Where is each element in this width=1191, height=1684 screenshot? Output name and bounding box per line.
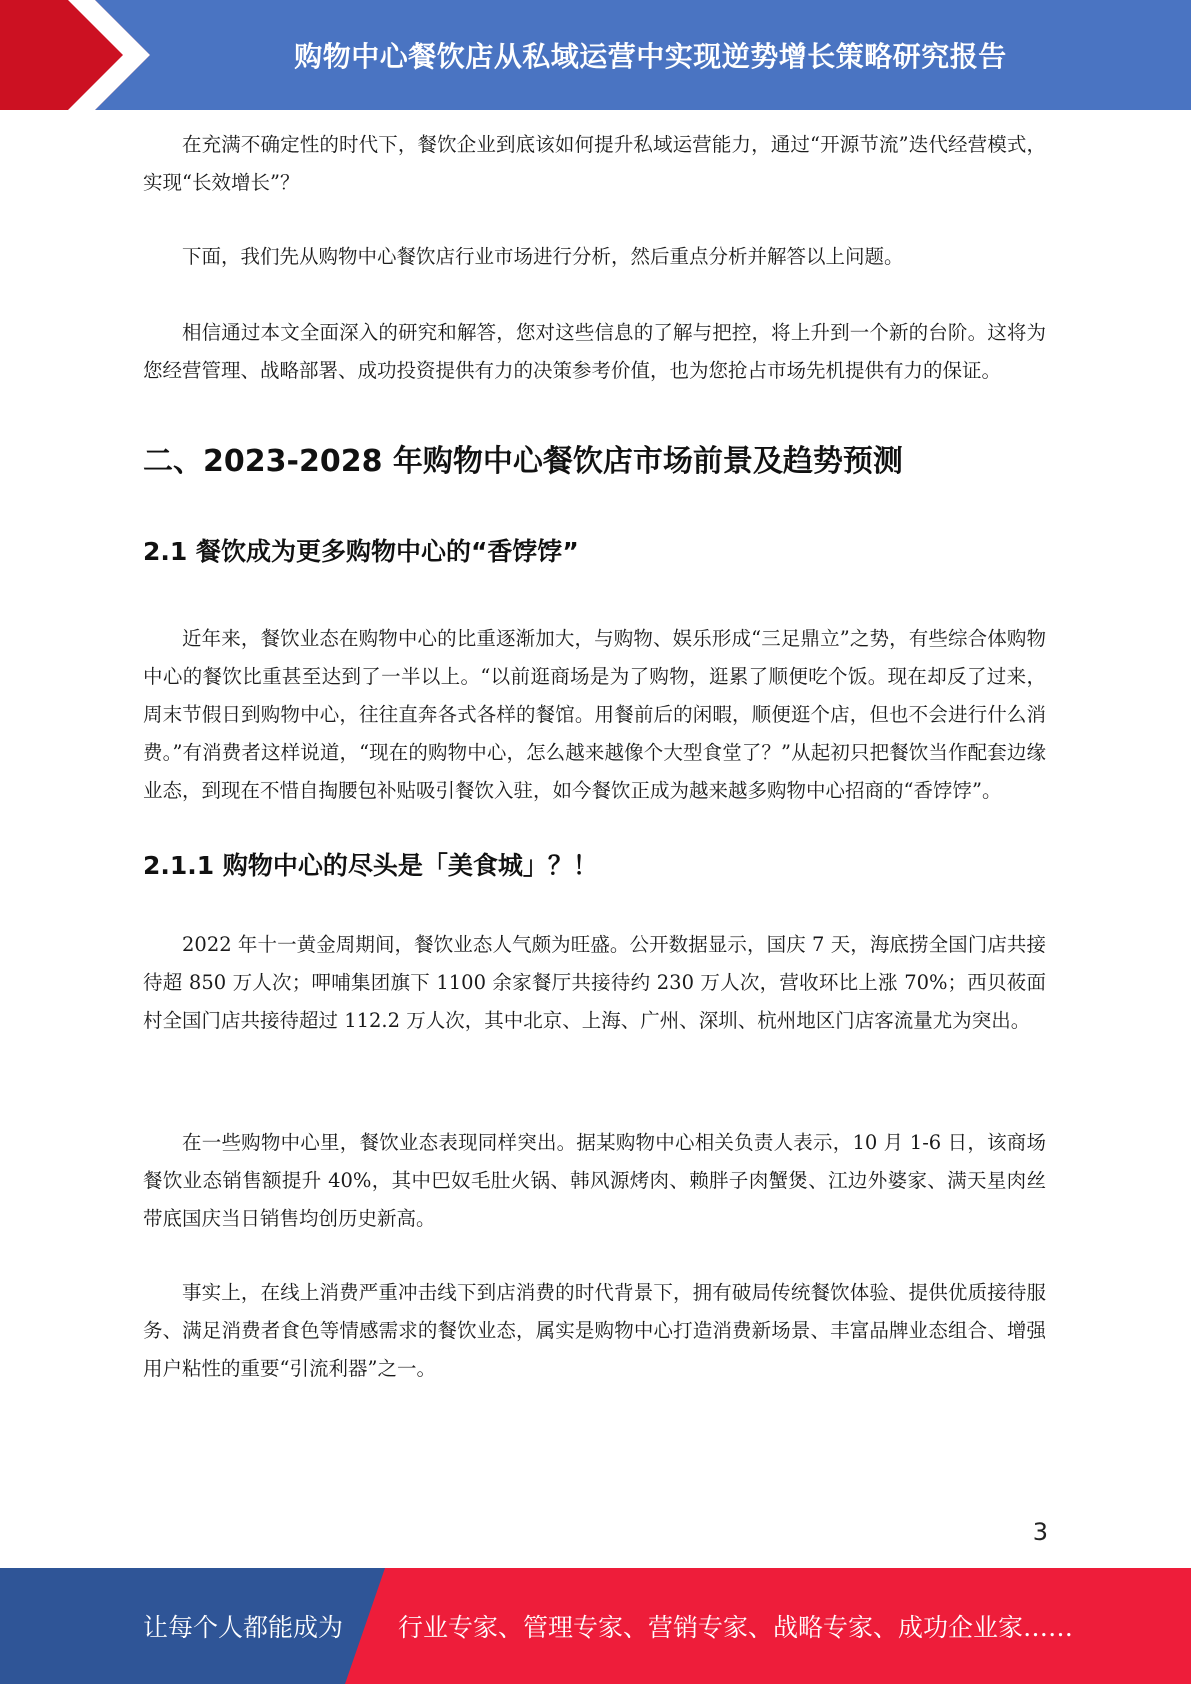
page-footer xyxy=(0,1568,1191,1684)
page-header xyxy=(0,0,1191,110)
intro-paragraph: 在充满不确定性的时代下，餐饮企业到底该如何提升私域运营能力，通过“开源节流”迭代经营模式，实现“长效增长”？ xyxy=(143,133,1046,194)
subsection-heading: 2.1 餐饮成为更多购物中心的“香饽饽” xyxy=(143,537,579,566)
chevron-arrow-icon xyxy=(0,0,160,110)
body-paragraph: 在一些购物中心里，餐饮业态表现同样突出。据某购物中心相关负责人表示，10 月 1-6 日，该商场餐饮业态销售额提升 40%，其中巴奴毛肚火锅、韩风源烤肉、赖胖子肉蟹煲、江边外婆家、满天星肉丝带底国庆当日销售均创历史新高。 xyxy=(143,1131,1046,1230)
intro-paragraph: 相信通过本文全面深入的研究和解答，您对这些信息的了解与把控，将上升到一个新的台阶。这将为您经营管理、战略部署、成功投资提供有力的决策参考价值，也为您抢占市场先机提供有力的保证。 xyxy=(143,321,1046,382)
document-body xyxy=(143,126,1046,1388)
footer-slogan-left: 让每个人都能成为 xyxy=(143,1613,344,1642)
intro-paragraph: 下面，我们先从购物中心餐饮店行业市场进行分析，然后重点分析并解答以上问题。 xyxy=(182,245,904,268)
page-number: 3 xyxy=(1032,1518,1048,1546)
report-title: 购物中心餐饮店从私域运营中实现逆势增长策略研究报告 xyxy=(294,40,1007,73)
footer-slogan-right: 行业专家、管理专家、营销专家、战略专家、成功企业家…… xyxy=(398,1613,1074,1642)
body-paragraph: 近年来，餐饮业态在购物中心的比重逐渐加大，与购物、娱乐形成“三足鼎立”之势，有些综合体购物中心的餐饮比重甚至达到了一半以上。“以前逛商场是为了购物，逛累了顺便吃个饭。现在却反了过来，周末节假日到购物中心，往往直奔各式各样的餐馆。用餐前后的闲暇，顺便逛个店，但也不会进行什么消费。”有消费者这样说道，“现在的购物中心，怎么越来越像个大型食堂了？”从起初只把餐饮当作配套边缘业态，到现在不惜自掏腰包补贴吸引餐饮入驻，如今餐饮正成为越来越多购物中心招商的“香饽饽”。 xyxy=(143,627,1046,802)
body-paragraph: 事实上，在线上消费严重冲击线下到店消费的时代背景下，拥有破局传统餐饮体验、提供优质接待服务、满足消费者食色等情感需求的餐饮业态，属实是购物中心打造消费新场景、丰富品牌业态组合、增强用户粘性的重要“引流利器”之一。 xyxy=(143,1281,1046,1380)
body-paragraph: 2022 年十一黄金周期间，餐饮业态人气颇为旺盛。公开数据显示，国庆 7 天，海底捞全国门店共接待超 850 万人次；呷哺集团旗下 1100 余家餐厅共接待约 230 万人次，营收环比上涨 70%；西贝莜面村全国门店共接待超过 112.2 万人次，其中北京、上海、广州、深圳、杭州地区门店客流量尤为突出。 xyxy=(143,933,1046,1032)
subsubsection-heading: 2.1.1 购物中心的尽头是「美食城」？！ xyxy=(143,851,598,880)
section-heading: 二、2023-2028 年购物中心餐饮店市场前景及趋势预测 xyxy=(143,444,903,479)
